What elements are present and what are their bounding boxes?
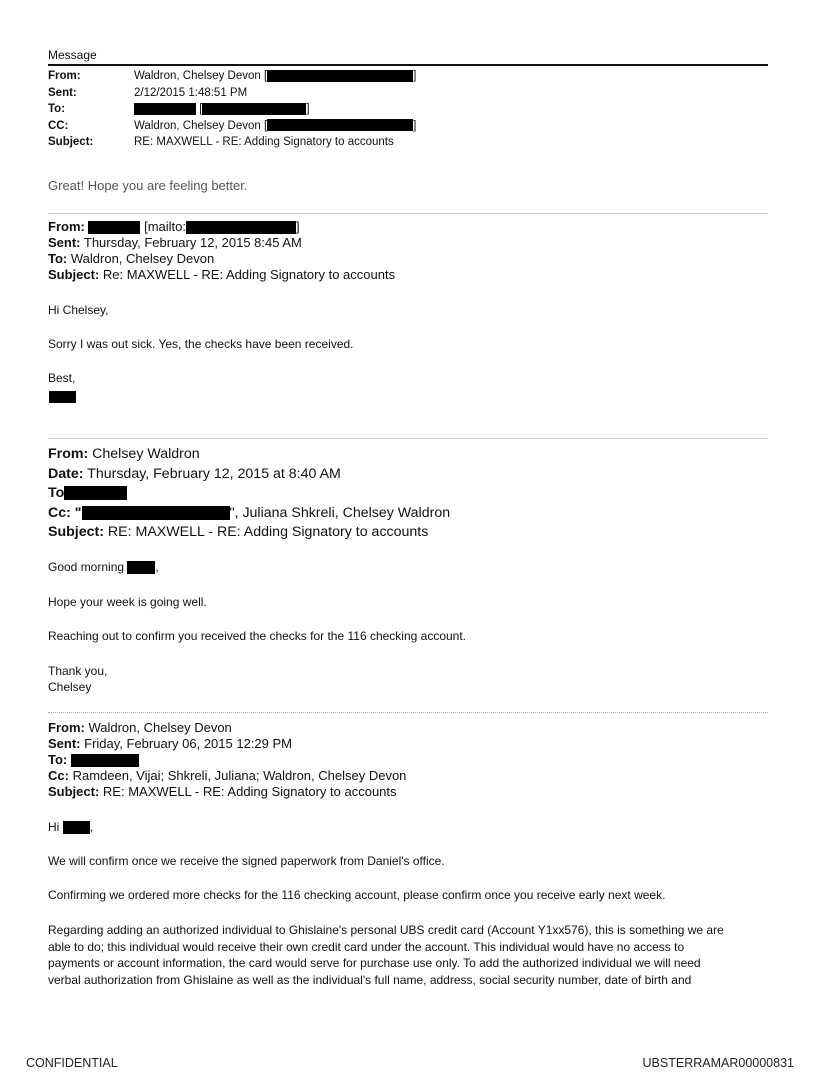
email4-to-row — [48, 752, 768, 768]
email3-to-row — [48, 484, 768, 504]
divider — [48, 712, 768, 713]
email2-to-label: To: — [48, 251, 68, 266]
bracket-close: ] — [306, 103, 310, 115]
email3-from-value: Chelsey Waldron — [92, 446, 200, 462]
email4-para3-line4: verbal authorization from Ghislaine as well as the individual's full name, address, social security number, date of birth and — [48, 972, 692, 987]
redaction-box — [267, 70, 413, 82]
email3-date-row — [48, 465, 768, 485]
header-rule — [48, 64, 768, 66]
email4-cc-row — [48, 768, 768, 784]
email2-from-label: From: — [48, 219, 85, 234]
redaction-box — [202, 103, 306, 115]
email4-subject-label: Subject: — [48, 784, 100, 799]
email4-from-row — [48, 720, 768, 736]
footer-confidential: CONFIDENTIAL — [26, 1056, 118, 1070]
comma: , — [155, 560, 159, 574]
email4-sent-value: Friday, February 06, 2015 12:29 PM — [84, 736, 292, 751]
email4-para3 — [48, 922, 773, 988]
header-sent-value: 2/12/2015 1:48:51 PM — [134, 86, 248, 99]
header-from-label: From: — [48, 70, 81, 82]
email3-to-label: To — [48, 485, 65, 501]
email4-to-label: To: — [48, 752, 68, 767]
header-to-label: To: — [48, 103, 66, 115]
divider — [48, 438, 768, 439]
email4-para2: Confirming we ordered more checks for the 116 checking account, please confirm once you receive early next week. — [48, 888, 666, 902]
email2-mailto: [mailto: — [144, 219, 186, 234]
email3-cc-value: ", Juliana Shkreli, Chelsey Waldron — [229, 504, 451, 521]
email3-line2: Reaching out to confirm you received the checks for the 116 checking account. — [48, 629, 467, 643]
email3-greeting: Good morning — [48, 560, 125, 574]
email2-subject-row — [48, 267, 768, 283]
email4-para3-line1: Regarding adding an authorized individual to Ghislaine's personal UBS credit card (Account Y1xx576), this is something we are — [48, 923, 724, 937]
email4-cc-value: Ramdeen, Vijai; Shkreli, Juliana; Waldron, Chelsey Devon — [72, 768, 407, 783]
email3-closing2: Chelsey — [48, 680, 92, 694]
email3-subject-value: RE: MAXWELL - RE: Adding Signatory to accounts — [107, 524, 429, 540]
header-subject-row — [48, 134, 768, 151]
bracket-close: ] — [413, 70, 417, 82]
divider — [48, 213, 768, 214]
email2-sent-value: Thursday, February 12, 2015 8:45 AM — [83, 235, 302, 250]
email2-to-row — [48, 251, 768, 267]
redaction-box — [82, 506, 230, 520]
email3-subject-label: Subject: — [48, 524, 104, 540]
header-subject-value: RE: MAXWELL - RE: Adding Signatory to accounts — [134, 136, 394, 148]
redaction-box — [49, 391, 76, 403]
bracket-close: ] — [296, 219, 300, 234]
email3-cc-row — [48, 504, 768, 524]
email2-header — [48, 219, 768, 283]
header-from-row — [48, 68, 768, 85]
header-to-row — [48, 101, 768, 118]
redaction-box — [267, 119, 413, 131]
email3-date-label: Date: — [48, 465, 84, 482]
email4-from-label: From: — [48, 720, 85, 735]
email2-closing: Best, — [48, 371, 76, 385]
email4-subject-value: RE: MAXWELL - RE: Adding Signatory to accounts — [102, 784, 397, 799]
email4-header — [48, 720, 768, 800]
email3-date-value: Thursday, February 12, 2015 at 8:40 AM — [87, 465, 341, 482]
header-sent-label: Sent: — [48, 86, 77, 99]
email2-to-value: Waldron, Chelsey Devon — [70, 251, 215, 266]
email4-subject-row — [48, 784, 768, 800]
email4-para3-line2: able to do; this individual would receive their own credit card under the account. This individual would have no access to — [48, 939, 685, 954]
redaction-box — [63, 821, 90, 834]
redaction-box — [88, 221, 140, 234]
header-cc-row — [48, 118, 768, 135]
header-sent-row — [48, 85, 768, 102]
email2-sent-label: Sent: — [48, 235, 81, 250]
email4-para1: We will confirm once we receive the signed paperwork from Daniel's office. — [48, 854, 445, 868]
header-cc-value: Waldron, Chelsey Devon [ — [134, 119, 268, 132]
email3-from-row — [48, 445, 768, 465]
email3-header — [48, 445, 768, 543]
email4-sent-label: Sent: — [48, 736, 81, 751]
redaction-box — [127, 561, 155, 574]
email3-greeting-row — [48, 560, 159, 574]
email3-closing1: Thank you, — [48, 664, 108, 678]
email4-cc-label: Cc: — [48, 768, 69, 783]
email4-greeting: Hi — [48, 820, 60, 834]
reply-text: Great! Hope you are feeling better. — [48, 178, 248, 193]
email3-line1: Hope your week is going well. — [48, 595, 207, 609]
email3-from-label: From: — [48, 446, 89, 462]
email2-subject-label: Subject: — [48, 267, 100, 282]
redaction-box — [186, 221, 296, 234]
email2-line1: Sorry I was out sick. Yes, the checks have been received. — [48, 337, 354, 351]
email2-greeting: Hi Chelsey, — [48, 303, 109, 317]
header-cc-label: CC: — [48, 119, 69, 132]
redaction-box — [134, 103, 196, 115]
header-fields — [48, 68, 768, 151]
email4-sent-row — [48, 736, 768, 752]
header-from-value: Waldron, Chelsey Devon [ — [134, 70, 268, 82]
message-title: Message — [48, 48, 97, 62]
email3-subject-row — [48, 523, 768, 543]
footer-bates-number: UBSTERRAMAR00000831 — [642, 1056, 794, 1070]
header-subject-label: Subject: — [48, 136, 94, 148]
bracket-open: [ — [199, 103, 203, 115]
email3-cc-label: Cc: " — [48, 504, 82, 521]
email2-sent-row — [48, 235, 768, 251]
email4-from-value: Waldron, Chelsey Devon — [88, 720, 232, 735]
email2-from-row — [48, 219, 768, 235]
comma: , — [89, 820, 94, 834]
email2-subject-value: Re: MAXWELL - RE: Adding Signatory to accounts — [102, 267, 396, 282]
redaction-box — [64, 486, 127, 500]
email4-para3-line3: payments or account information, the card would serve for purchase use only. To add the authorized individual we will need — [48, 956, 701, 970]
redaction-box — [71, 754, 139, 767]
bracket-close: ] — [413, 119, 417, 132]
email4-greeting-row — [48, 820, 93, 834]
